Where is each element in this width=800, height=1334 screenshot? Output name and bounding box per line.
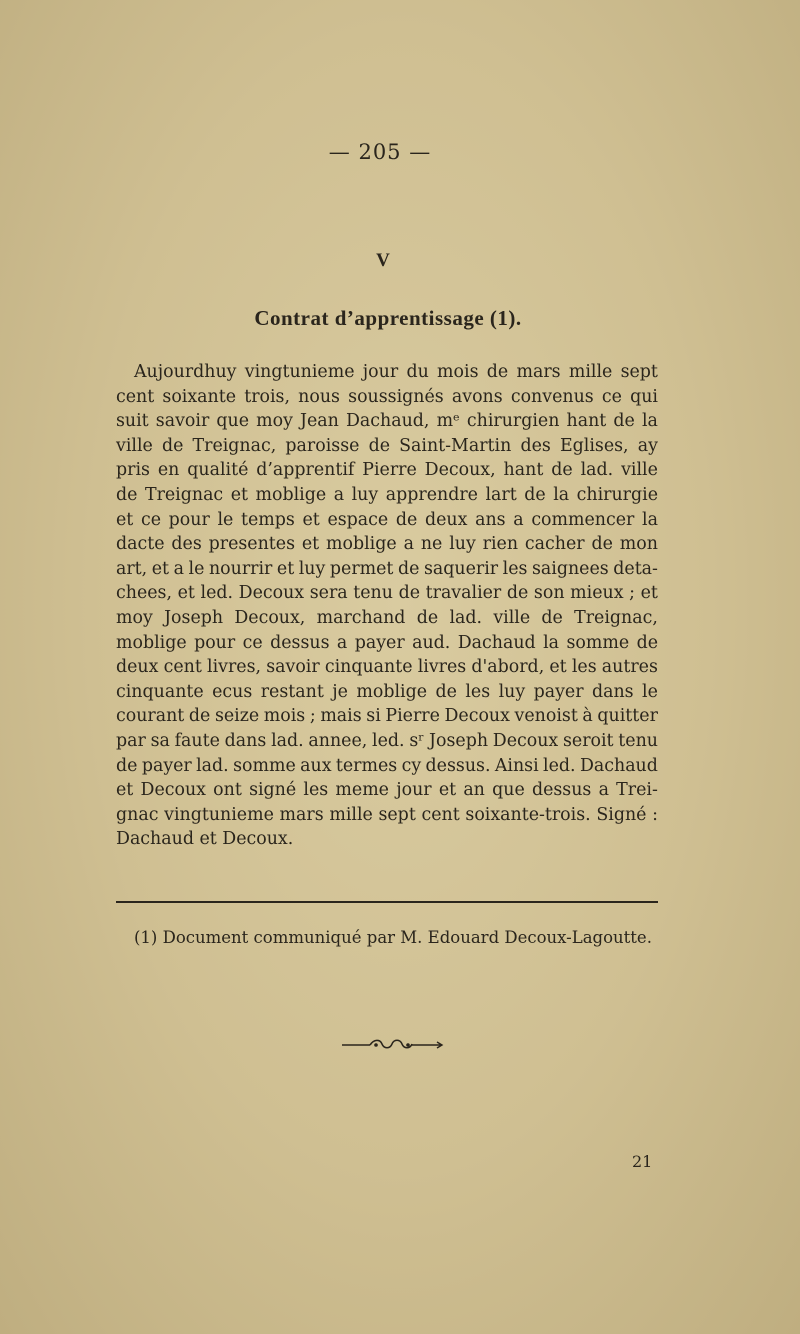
body-word: savoir — [266, 657, 320, 678]
body-word: qualité — [187, 460, 249, 481]
body-word: ville — [116, 435, 153, 456]
body-word: de — [613, 411, 635, 432]
body-word: hant — [566, 411, 607, 432]
body-line — [116, 434, 658, 459]
body-word: courant — [116, 706, 185, 727]
body-word: cy — [401, 755, 422, 776]
body-word: tenu — [618, 730, 658, 751]
body-word: moy — [116, 607, 153, 628]
body-word: Treignac, — [574, 607, 658, 628]
body-word: Joseph — [164, 607, 224, 628]
footnote-separator-rule — [116, 901, 658, 903]
body-word: de — [398, 583, 421, 604]
body-word: travalier — [425, 583, 502, 604]
body-word: et — [151, 558, 170, 579]
body-line: Dachaud et Decoux. — [116, 829, 294, 850]
body-word: mais — [320, 706, 362, 727]
body-word: Dachaud — [579, 755, 658, 776]
body-word: et — [640, 583, 658, 604]
body-word: autres — [601, 657, 658, 678]
body-word: vingtunieme — [164, 804, 274, 825]
body-word: payer — [533, 681, 584, 702]
body-word: mᵉ — [436, 411, 460, 432]
body-word: livres — [417, 657, 467, 678]
body-word: moblige — [116, 632, 187, 653]
body-word: an — [463, 780, 485, 801]
body-word: sʳ — [409, 730, 425, 751]
body-line — [116, 409, 658, 434]
body-word: moblige — [356, 681, 428, 702]
body-line — [116, 729, 658, 754]
body-word: permet — [329, 558, 394, 579]
body-line — [116, 631, 658, 656]
body-word: savoir — [155, 411, 210, 432]
body-word: Signé — [596, 804, 647, 825]
body-word: Trei- — [616, 780, 658, 801]
body-word: art, — [116, 558, 148, 579]
body-word: dessus. — [425, 755, 491, 776]
body-line — [116, 655, 658, 680]
body-word: Eglises, — [559, 435, 629, 456]
body-word: Pierre — [385, 706, 440, 727]
body-word: venoist — [514, 706, 578, 727]
body-word: de — [636, 632, 658, 653]
body-word: de — [416, 607, 439, 628]
chapter-numeral: V — [376, 250, 390, 271]
body-word: trois, — [244, 386, 290, 407]
body-word: ay — [637, 435, 658, 456]
body-word: luy — [449, 534, 476, 555]
body-word: led. — [372, 730, 405, 751]
body-word: que — [216, 411, 249, 432]
body-word: par — [116, 730, 146, 751]
ornament-flourish-icon — [340, 1036, 445, 1054]
body-word: Decoux, — [424, 460, 496, 481]
body-word: annee, — [308, 730, 368, 751]
body-word: si — [366, 706, 381, 727]
body-word: de — [541, 607, 563, 628]
body-word: mon — [619, 534, 658, 555]
body-word: Decoux — [492, 730, 559, 751]
body-word: Decoux — [238, 583, 305, 604]
body-word: dessus — [270, 632, 330, 653]
body-word: luy — [351, 484, 379, 505]
body-word: ce — [242, 632, 263, 653]
body-word: a — [173, 558, 184, 579]
body-word: ce — [140, 509, 161, 530]
body-word: Aujourdhuy — [134, 362, 237, 382]
body-line — [116, 704, 658, 729]
body-word: suit — [116, 411, 149, 432]
body-word: le — [642, 681, 658, 702]
body-word: moy — [256, 411, 293, 432]
body-word: somme — [566, 632, 630, 653]
body-word: les — [502, 558, 528, 579]
body-line — [116, 680, 658, 705]
body-word: mille — [568, 362, 613, 382]
body-word: luy — [298, 558, 326, 579]
body-word: pour — [194, 632, 236, 653]
body-word: sept — [620, 362, 658, 382]
body-word: Decoux, — [234, 607, 306, 628]
body-word: mars — [516, 362, 561, 382]
body-word: ville — [621, 460, 658, 481]
body-word: et — [116, 509, 134, 530]
body-word: son — [533, 583, 565, 604]
body-word: d’apprentif — [256, 460, 355, 481]
body-word: ne — [420, 534, 443, 555]
body-line — [116, 483, 658, 508]
body-word: Dachaud, — [345, 411, 430, 432]
body-word: d'abord, — [471, 657, 545, 678]
body-word: la — [553, 484, 570, 505]
body-word: ans — [475, 509, 506, 530]
body-word: seroit — [562, 730, 614, 751]
body-word: cacher — [524, 534, 585, 555]
signature-mark: 21 — [632, 1152, 653, 1171]
body-word: lad. — [580, 460, 614, 481]
body-line — [116, 532, 658, 557]
body-word: le — [188, 558, 205, 579]
body-word: aud. — [412, 632, 451, 653]
body-word: lad. — [196, 755, 229, 776]
body-word: en — [157, 460, 180, 481]
body-word: mois — [437, 362, 479, 382]
body-word: a — [333, 484, 345, 505]
body-word: Decoux — [140, 780, 206, 801]
body-word: deux — [424, 509, 468, 530]
body-word: commencer — [531, 509, 635, 530]
body-word: de — [116, 484, 138, 505]
body-line — [116, 803, 658, 828]
body-word: ce — [601, 386, 622, 407]
body-word: hant — [503, 460, 544, 481]
body-word: sera — [309, 583, 348, 604]
body-word: et — [230, 484, 248, 505]
body-word: cent — [116, 386, 155, 407]
body-word: de — [486, 362, 509, 382]
body-word: livres, — [207, 657, 262, 678]
body-word: Dachaud — [457, 632, 536, 653]
body-word: vingtunieme — [244, 362, 355, 382]
body-word: quitter — [597, 706, 658, 727]
body-word: luy — [498, 681, 526, 702]
body-word: deta- — [613, 558, 658, 579]
body-word: mille — [329, 804, 373, 825]
body-word: sept — [378, 804, 416, 825]
body-word: rien — [482, 534, 519, 555]
body-word: du — [406, 362, 429, 382]
body-word: de — [524, 484, 546, 505]
body-word: cent — [163, 657, 202, 678]
body-word: Treignac, — [192, 435, 277, 456]
body-word: de — [435, 681, 457, 702]
body-word: led. — [200, 583, 234, 604]
section-title: Contrat d’apprentissage (1). — [254, 306, 522, 330]
body-word: Ainsi — [494, 755, 539, 776]
body-line — [116, 581, 658, 606]
body-word: mars — [279, 804, 324, 825]
body-word: ville — [493, 607, 531, 628]
body-word: Pierre — [362, 460, 417, 481]
body-line — [116, 385, 658, 410]
body-word: et — [301, 534, 320, 555]
body-word: les — [571, 657, 597, 678]
body-word: a — [513, 509, 524, 530]
body-word: sa — [150, 730, 170, 751]
body-word: Jean — [300, 411, 339, 432]
body-word: cinquante — [116, 681, 204, 702]
body-word: et — [438, 780, 457, 801]
body-word: espace — [327, 509, 389, 530]
body-word: de — [551, 460, 573, 481]
body-word: à — [582, 706, 593, 727]
body-word: Treignac — [144, 484, 224, 505]
body-word: faute — [174, 730, 220, 751]
body-word: aux — [300, 755, 332, 776]
body-word: Joseph — [429, 730, 489, 751]
body-word: deux — [116, 657, 159, 678]
body-word: termes — [335, 755, 398, 776]
body-word: Saint-Martin — [399, 435, 512, 456]
body-word: pris — [116, 460, 150, 481]
body-word: de — [188, 706, 211, 727]
body-word: apprendre — [385, 484, 478, 505]
body-word: le — [217, 509, 234, 530]
body-word: soixante — [162, 386, 237, 407]
body-word: nourrir — [208, 558, 273, 579]
body-word: pour — [168, 509, 210, 530]
body-word: soixante-trois. — [465, 804, 591, 825]
body-line — [116, 360, 658, 385]
body-word: avons — [451, 386, 503, 407]
body-word: convenus — [510, 386, 594, 407]
body-word: somme — [233, 755, 296, 776]
body-word: Decoux — [444, 706, 510, 727]
body-word: dacte — [116, 534, 165, 555]
footnote: (1) Document communiqué par M. Edouard Decoux-Lagoutte. — [134, 928, 652, 947]
body-word: soussignés — [348, 386, 444, 407]
body-word: dans — [224, 730, 267, 751]
body-word: restant — [260, 681, 324, 702]
body-word: temps — [241, 509, 295, 530]
body-word: des — [171, 534, 202, 555]
body-word: lart — [485, 484, 517, 505]
body-word: lad. — [271, 730, 304, 751]
body-word: de — [161, 435, 184, 456]
body-word: et — [276, 558, 295, 579]
body-word: ecus — [212, 681, 253, 702]
body-word: a — [403, 534, 414, 555]
body-word: saignees — [532, 558, 609, 579]
body-word: chirurgie — [576, 484, 658, 505]
body-word: marchand — [316, 607, 406, 628]
body-word: chees, — [116, 583, 172, 604]
body-word: mois — [263, 706, 306, 727]
body-word: que — [492, 780, 525, 801]
body-word: et — [177, 583, 195, 604]
body-word: : — [652, 804, 658, 825]
body-word: gnac — [116, 804, 159, 825]
page-number: — 205 — — [328, 140, 432, 164]
body-word: qui — [630, 386, 658, 407]
body-word: moblige — [326, 534, 397, 555]
body-word: signé — [249, 780, 297, 801]
body-word: de — [591, 534, 613, 555]
body-word: paroisse — [285, 435, 360, 456]
body-word: de — [116, 755, 138, 776]
body-line — [116, 508, 658, 533]
body-word: des — [520, 435, 551, 456]
body-word: seize — [214, 706, 260, 727]
body-word: et — [116, 780, 134, 801]
body-word: saquerir — [423, 558, 499, 579]
body-word: de — [506, 583, 529, 604]
body-word: dessus — [531, 780, 592, 801]
body-word: de — [368, 435, 390, 456]
body-word: et — [549, 657, 567, 678]
body-line — [116, 606, 658, 631]
body-word: payer — [354, 632, 405, 653]
body-word: et — [302, 509, 320, 530]
body-word: jour — [396, 780, 432, 801]
body-line — [116, 557, 658, 582]
body-word: de — [397, 558, 420, 579]
body-line — [116, 778, 658, 803]
contract-body-text — [116, 360, 658, 852]
body-word: a — [598, 780, 609, 801]
body-word: mieux — [570, 583, 624, 604]
body-line — [116, 458, 658, 483]
body-word: payer — [141, 755, 192, 776]
body-word: chirurgien — [466, 411, 560, 432]
body-word: led. — [543, 755, 576, 776]
body-word: la — [641, 411, 658, 432]
body-word: ; — [309, 706, 316, 727]
body-word: la — [543, 632, 560, 653]
body-word: cinquante — [324, 657, 413, 678]
body-word: ont — [213, 780, 242, 801]
body-word: lad. — [449, 607, 483, 628]
body-word: jour — [362, 362, 399, 382]
body-word: meme — [335, 780, 389, 801]
body-word: les — [465, 681, 491, 702]
body-word: je — [332, 681, 348, 702]
body-word: moblige — [255, 484, 327, 505]
body-line — [116, 754, 658, 779]
body-word: cent — [421, 804, 460, 825]
body-word: ; — [629, 583, 635, 604]
body-word: tenu — [353, 583, 393, 604]
body-word: les — [303, 780, 329, 801]
body-word: de — [395, 509, 418, 530]
body-word: presentes — [208, 534, 295, 555]
body-word: nous — [298, 386, 340, 407]
body-word: la — [642, 509, 658, 530]
body-word: a — [336, 632, 348, 653]
body-word: dans — [591, 681, 634, 702]
